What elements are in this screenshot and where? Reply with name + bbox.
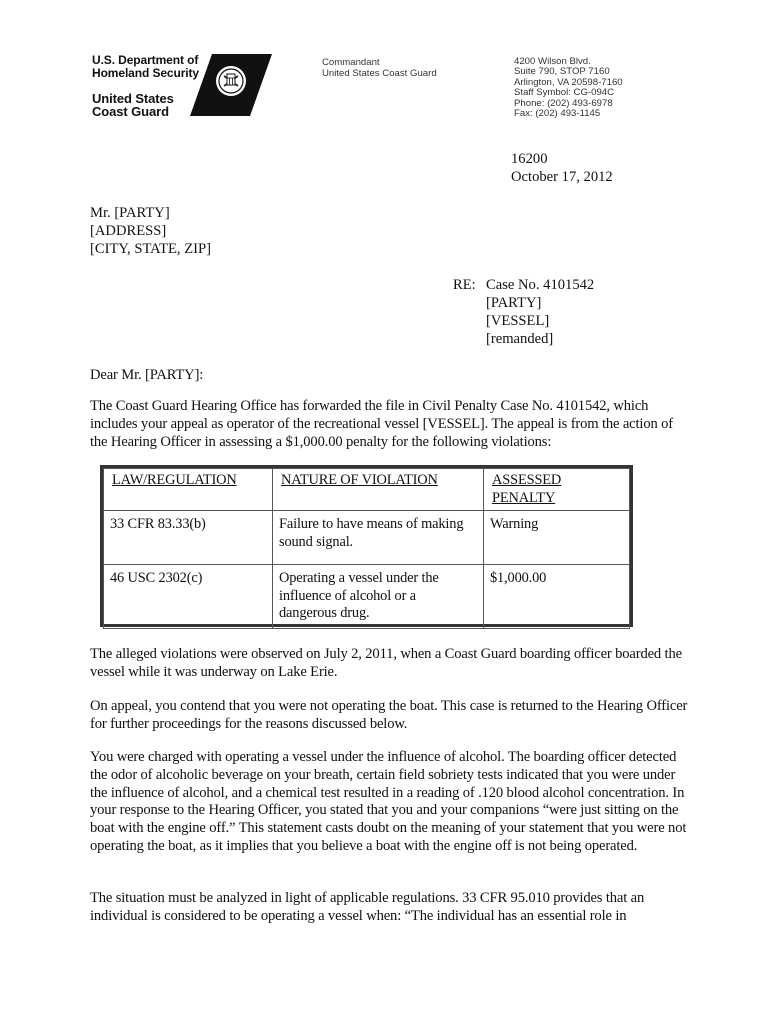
letter-date: October 17, 2012 (511, 169, 613, 185)
cell-law: 46 USC 2302(c) (104, 565, 273, 629)
sender-line-1: Commandant (322, 57, 380, 68)
address-line: 4200 Wilson Blvd. (514, 56, 591, 67)
coast-guard-emblem-icon (190, 54, 272, 116)
header-nature-of-violation: NATURE OF VIOLATION (273, 469, 484, 511)
branch-line-1: United States (92, 91, 174, 106)
paragraph-observed-violations: The alleged violations were observed on July 2, 2011, when a Coast Guard boarding officer boarded the vessel while it was underway on Lake Erie. (90, 646, 682, 680)
header-assessed-penalty: ASSESSED PENALTY (484, 469, 630, 511)
address-line: Suite 790, STOP 7160 (514, 66, 610, 78)
table-header-row (104, 469, 630, 511)
re-vessel: [VESSEL] (486, 313, 550, 329)
salutation: Dear Mr. [PARTY]: (90, 367, 204, 383)
recipient-city: [CITY, STATE, ZIP] (90, 241, 211, 257)
paragraph-charge-details: You were charged with operating a vessel under the influence of alcohol. The boarding officer detected the odor of alcoholic beverage on your breath, certain field sobriety tests indicated that you were under the influence of alcohol, and a chemical test resulted in a reading of .120 blood alcohol concentration. In your response to the Hearing Officer, you stated that you and your companions “were just sitting on the boat with the engine off.” This statement casts doubt on the meaning of your statement that you were not operating the boat, as it implies that you believe a boat with the engine off is not being operated. (90, 749, 687, 854)
sender-block (322, 57, 437, 79)
cell-nature: Operating a vessel under the influence of alcohol or a dangerous drug. (273, 565, 484, 629)
violations-table (100, 465, 633, 627)
address-line: Arlington, VA 20598-7160 (514, 76, 623, 88)
re-label: RE: (453, 277, 476, 293)
re-party: [PARTY] (486, 295, 542, 311)
paragraph-regulation-analysis: The situation must be analyzed in light of applicable regulations. 33 CFR 95.010 provides that an individual is considered to be operating a vessel when: “The individual has an essential role in (90, 890, 645, 924)
table-row (104, 511, 630, 565)
address-line: Fax: (202) 493-1145 (514, 108, 601, 120)
recipient-address (90, 204, 211, 258)
table-row (104, 565, 630, 629)
branch-line-2: Coast Guard (92, 104, 169, 119)
re-status: [remanded] (486, 331, 554, 347)
address-line: Staff Symbol: CG-094C (514, 87, 615, 99)
agency-line-2: Homeland Security (92, 66, 199, 80)
address-line: Phone: (202) 493-6978 (514, 97, 613, 109)
sender-line-2: United States Coast Guard (322, 68, 437, 79)
header-law-regulation: LAW/REGULATION (104, 469, 273, 511)
cell-penalty: Warning (484, 511, 630, 565)
re-case-number: Case No. 4101542 (486, 277, 595, 293)
cell-nature: Failure to have means of making sound signal. (273, 511, 484, 565)
reference-block (511, 150, 613, 186)
cell-law: 33 CFR 83.33(b) (104, 511, 273, 565)
recipient-name: Mr. [PARTY] (90, 205, 170, 221)
dhs-uscg-logo-text (92, 54, 199, 118)
agency-line-1: U.S. Department of (92, 53, 199, 67)
recipient-street: [ADDRESS] (90, 223, 167, 239)
office-address-block (514, 57, 623, 119)
cell-penalty: $1,000.00 (484, 565, 630, 629)
intro-paragraph: The Coast Guard Hearing Office has forwarded the file in Civil Penalty Case No. 4101542, which includes your appeal as operator of the recreational vessel [VESSEL]. The appeal is from the action of the Hearing Officer in assessing a $1,000.00 penalty for the following violations: (90, 398, 673, 450)
paragraph-appeal-contention: On appeal, you contend that you were not operating the boat. This case is returned to the Hearing Officer for further proceedings for the reasons discussed below. (90, 698, 688, 732)
reference-code: 16200 (511, 151, 548, 167)
